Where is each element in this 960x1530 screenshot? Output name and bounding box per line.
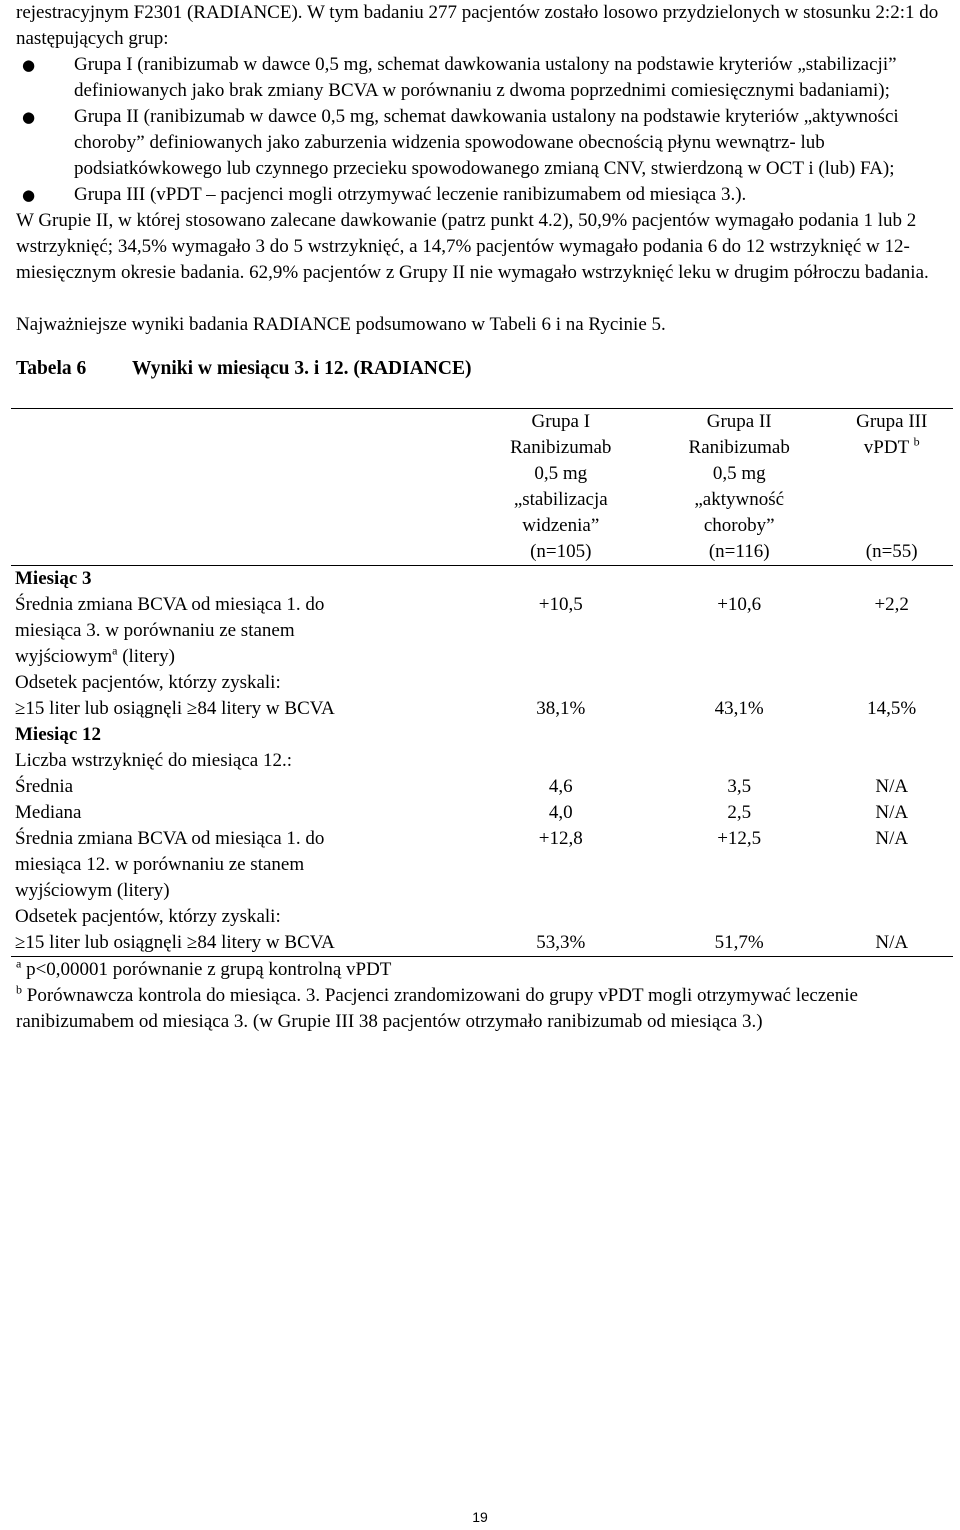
bullet-icon: ●	[22, 186, 36, 204]
row-label: Odsetek pacjentów, którzy zyskali: ≥15 liter lub osiągnęli ≥84 litery w BCVA	[15, 672, 335, 719]
table-title: Wyniki w miesiącu 3. i 12. (RADIANCE)	[132, 358, 472, 379]
table-cell: +2,2	[874, 594, 909, 615]
table-row	[11, 774, 953, 800]
table-cell: N/A	[875, 828, 909, 849]
list-item	[16, 182, 946, 208]
footnote-b: $^b$ Porównawcza kontrola do miesiąca. 3. Pacjenci zrandomizowani do grupy vPDT mogli otrzymywać leczenie ranibizumabem od miesiąca 3. (w Grupie III 38 pacjentów otrzymało ranibizumab od miesiąca 3.)	[16, 982, 858, 1032]
table-row	[11, 748, 953, 774]
footnotes	[16, 957, 946, 1035]
results-table	[11, 408, 953, 957]
table-cell: +10,6	[717, 594, 762, 615]
table-caption	[16, 356, 946, 382]
row-label: Odsetek pacjentów, którzy zyskali: ≥15 liter lub osiągnęli ≥84 litery w BCVA	[15, 906, 335, 953]
table-row	[11, 826, 953, 904]
header-empty-cell	[11, 409, 470, 566]
table-row	[11, 670, 953, 722]
table-cell: 14,5%	[867, 698, 917, 719]
list-item-text: Grupa II (ranibizumab w dawce 0,5 mg, schemat dawkowania ustalony na podstawie kryteriów „aktywności choroby” definiowanych jako zaburzenia widzenia spowodowane obecnością płynu wewnątrz- lub podsiatkówkowego lub czynnego przecieku spowodowanego zmianą CNV, stwierdzoną w OCT i (lub) FA);	[74, 106, 899, 179]
header-group-2: Grupa II Ranibizumab 0,5 mg „aktywność choroby” (n=116)	[648, 409, 826, 566]
table-cell: 43,1%	[714, 698, 764, 719]
table-cell: 38,1%	[536, 698, 586, 719]
table-cell: 4,0	[548, 802, 573, 823]
summary-paragraph: Najważniejsze wyniki badania RADIANCE podsumowano w Tabeli 6 i na Rycinie 5.	[16, 314, 666, 335]
list-item-text: Grupa I (ranibizumab w dawce 0,5 mg, schemat dawkowania ustalony na podstawie kryteriów „stabilizacji” definiowanych jako brak zmiany BCVA w porównaniu z dwoma poprzednimi comiesięcznymi badaniami);	[74, 54, 897, 101]
table-row	[11, 800, 953, 826]
table-row	[11, 904, 953, 957]
footnote-a: $^a$ p<0,00001 porównanie z grupą kontrolną vPDT	[16, 956, 392, 980]
bullet-icon: ●	[22, 108, 36, 126]
list-item-text: Grupa III (vPDT – pacjenci mogli otrzymywać leczenie ranibizumabem od miesiąca 3.).	[74, 184, 747, 205]
table-cell: +12,8	[538, 828, 583, 849]
header-group-3: Grupa III vPDT $^b$ (n=55)	[826, 409, 953, 566]
table-cell: +12,5	[717, 828, 762, 849]
table-cell: 4,6	[548, 776, 573, 797]
row-label: Średnia zmiana BCVA od miesiąca 1. do miesiąca 12. w porównaniu ze stanem wyjściowym (litery)	[15, 828, 325, 901]
list-item	[16, 104, 946, 182]
table-row	[11, 722, 953, 748]
table-row	[11, 566, 953, 593]
table-cell: 3,5	[727, 776, 752, 797]
table-cell: 51,7%	[714, 932, 764, 953]
row-label: Średnia	[15, 776, 74, 797]
section-month-3: Miesiąc 3	[15, 568, 92, 589]
table-cell: N/A	[875, 932, 909, 953]
section-month-12: Miesiąc 12	[15, 724, 102, 745]
table-cell: 53,3%	[536, 932, 586, 953]
list-item	[16, 52, 946, 104]
table-cell: N/A	[875, 776, 909, 797]
dosing-paragraph: W Grupie II, w której stosowano zalecane dawkowanie (patrz punkt 4.2), 50,9% pacjentów wymagało podania 1 lub 2 wstrzyknięć; 34,5% wymagało 3 do 5 wstrzyknięć, a 14,7% pacjentów wymagało podania 6 do 12 wstrzyknięć w 12-miesięcznym okresie badania. 62,9% pacjentów z Grupy II nie wymagało wstrzyknięć leku w drugim półroczu badania.	[16, 210, 929, 283]
table-number: Tabela 6	[16, 358, 87, 379]
document-page	[16, 0, 946, 1035]
page-number: 19	[472, 1509, 488, 1525]
bullet-icon: ●	[22, 56, 36, 74]
table-row	[11, 592, 953, 670]
table-cell: 2,5	[727, 802, 752, 823]
table-cell: +10,5	[538, 594, 583, 615]
row-label: Liczba wstrzyknięć do miesiąca 12.:	[15, 750, 292, 771]
row-label: Mediana	[15, 802, 82, 823]
intro-paragraph: rejestracyjnym F2301 (RADIANCE). W tym badaniu 277 pacjentów zostało losowo przydzielonych w stosunku 2:2:1 do następujących grup:	[16, 2, 939, 49]
group-list	[16, 52, 946, 208]
table-header-row	[11, 409, 953, 566]
header-group-1: Grupa I Ranibizumab 0,5 mg „stabilizacja widzenia” (n=105)	[470, 409, 648, 566]
table-cell: N/A	[875, 802, 909, 823]
row-label: Średnia zmiana BCVA od miesiąca 1. do miesiąca 3. w porównaniu ze stanem wyjściowym$^a$ (litery)	[15, 594, 325, 667]
